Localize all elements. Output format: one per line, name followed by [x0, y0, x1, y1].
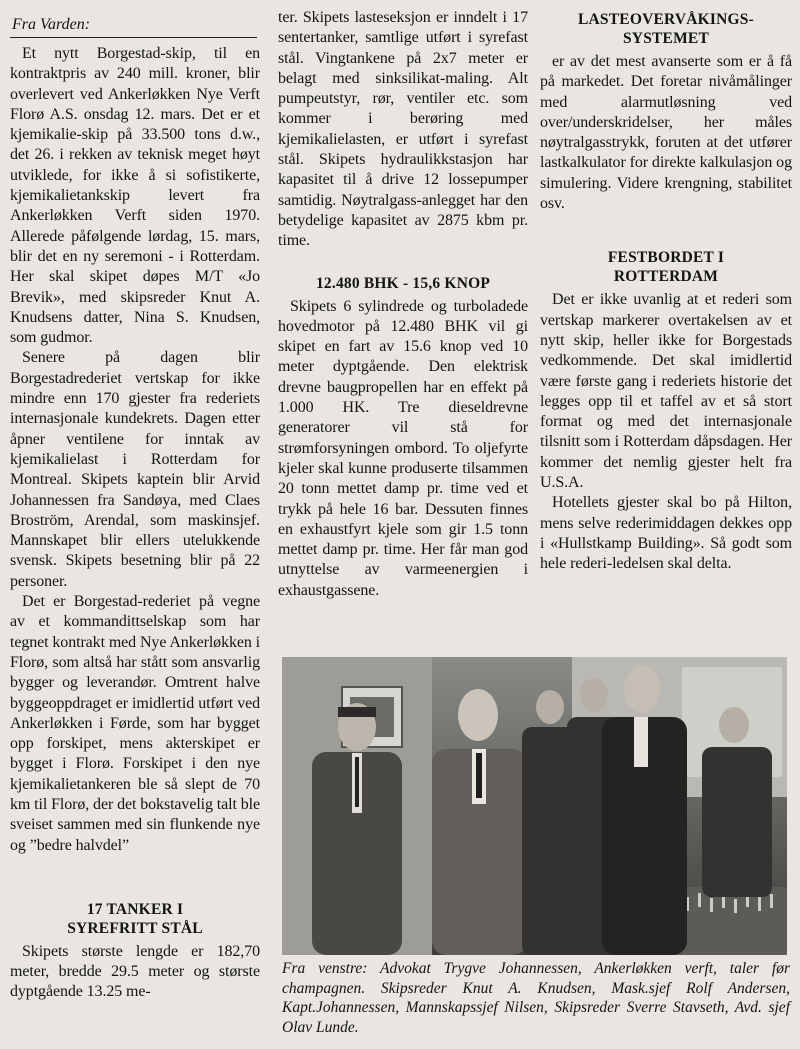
paragraph: Det er ikke uvanlig at et rederi som vertskap markerer overtakelsen av et nytt skip, heller ikke for Borgestads vedkommende. Det skal imidlertid være første gang i rederiets historie det legges opp til et taffel av et så stort format og med det internasjonale tilsnitt som i Rotterdam dåpsdagen. Her kommer det nemlig gjester helt fra U.S.A. — [540, 291, 792, 492]
paragraph: Skipets største lengde er 182,70 meter, bredde 29.5 meter og største dyptgående 13.25 me- — [10, 942, 260, 1001]
paragraph: Senere på dagen blir Borgestadrederiet vertskap for ikke mindre enn 170 gjester fra rederiets internasjonale kundekrets. Dagen etter åpner ventilene for inntak av kjemikalielast i Rotterdam for Montreal. Skipets kaptein blir Arvid Johannessen fra Sandøya, med Claes Broström, Arendal, som maskinsjef. Mannskapet blir ellers utelukkende svensk. Skipets besetning blir på 22 personer. — [10, 349, 260, 590]
paragraph: er av det mest avanserte som er å få på markedet. Det foretar nivåmålinger med alarmutløsning ved over/underskridelser, her måles nøytralgasstrykk, foruten at det utfører lastkalkulator for direkte kalkulasjon og simulering. Videre krengning, stabilitet osv. — [540, 53, 792, 213]
paragraph: Skipets 6 sylindrede og turboladede hovedmotor på 12.480 BHK vil gi skipet en fart av 15.6 knop ved 10 meter dyptgående. Den elektrisk drevne baugpropellen har en effekt på 1.000 HK. Tre dieseldrevne generatorer vil stå for strømforsyningen ombord. To oljefyrte kjeler skal kunne produserte tilsammen 20 tonn mettet damp pr. time ved et trykk på hele 16 bar. Dessuten finnes en exhaustfyrt kjele som gir 1.5 tonn mettet damp pr. time. Her får man god utnyttelse av varmeenergien i exhaustgassene. — [278, 297, 528, 599]
section-heading — [540, 248, 792, 286]
heading-line: SYREFRITT STÅL — [67, 919, 203, 937]
heading-line: SYSTEMET — [622, 30, 710, 47]
section-heading — [10, 900, 260, 938]
section-heading — [540, 10, 792, 48]
heading-line: FESTBORDET I — [607, 249, 725, 267]
heading-line: LASTEOVERVÅKINGS- — [578, 11, 754, 28]
section-heading: 12.480 BHK - 15,6 KNOP — [315, 274, 491, 292]
photo-caption: Fra venstre: Advokat Trygve Johannessen, Ankerløkken verft, taler før champagnen. Skipsreder Knut A. Knudsen, Mask.sjef Rolf Andersen, Kapt.Johannessen, Mannskapssjef Nilsen, Skipsreder Sverre Stavseth, Avd. sjef Olav Lunde. — [282, 960, 790, 1036]
group-photo-image — [282, 657, 787, 955]
paragraph: Et nytt Borgestad-skip, til en kontraktpris av 240 mill. kroner, blir overlevert ved Ankerløkken Nye Verft Florø A.S. onsdag 12. mars. Det er et kjemikalie-skip på 33.500 tons d.w., det 26. i rekken av teknisk meget høyt utviklede, for ikke å si sofistikerte, kjemikalietankskip levert fra Ankerløkken Verft siden 1970. Allerede påfølgende lørdag, 15. mars, blir det en ny seremoni - i Rotterdam. Her skal skipet døpes M/T «Jo Brevik», med skipsreder Knut A. Knudsens datter, Nina S. Knudsen, som gudmor. — [10, 45, 260, 347]
column-1 — [10, 0, 260, 1003]
paragraph: ter. Skipets lasteseksjon er inndelt i 17 sentertanker, samtlige utført i syrefast stål. Vingtankene på 2x7 meter er belagt med sinksilikat-maling. Alt pumpeutstyr, rør, ventiler etc. som kommer i berøring med kjemikalielasten, er utført i syrefast stål. Skipets hydraulikkstasjon har kapasitet til å drive 12 lossepumper samtidig. Nøytralgass-anlegget har den betydelige kapasitet av 2875 kbm pr. time. — [278, 9, 528, 250]
paragraph: Det er Borgestad-rederiet på vegne av et kommandittselskap som har tegnet kontrakt med Nye Ankerløkken i Florø, som altså har stått som ansvarlig bygger og leverandør. Omtrent halve byggeoppdraget er imidlertid utført ved Ankerløkken i Førde, som har bygget opp forskipet, mens akterskipet er bygget i Florø. Forskipet i den nye kjemikalietankeren ble så slept de 70 km til Florø, der det bokstavelig talt ble sveiset sammen med sin flunkende nye og ”bedre halvdel” — [10, 593, 261, 854]
column-2 — [278, 0, 528, 601]
paragraph: Hotellets gjester skal bo på Hilton, mens selve rederimiddagen dekkes opp i «Hullstkamp Building». Så godt som hele rederi-ledelsen skal delta. — [540, 494, 792, 573]
column-3 — [540, 0, 792, 575]
article-source: Fra Varden: — [10, 12, 257, 38]
group-photo — [282, 657, 787, 955]
heading-line: ROTTERDAM — [613, 268, 719, 286]
heading-line: 17 TANKER I — [86, 900, 184, 918]
